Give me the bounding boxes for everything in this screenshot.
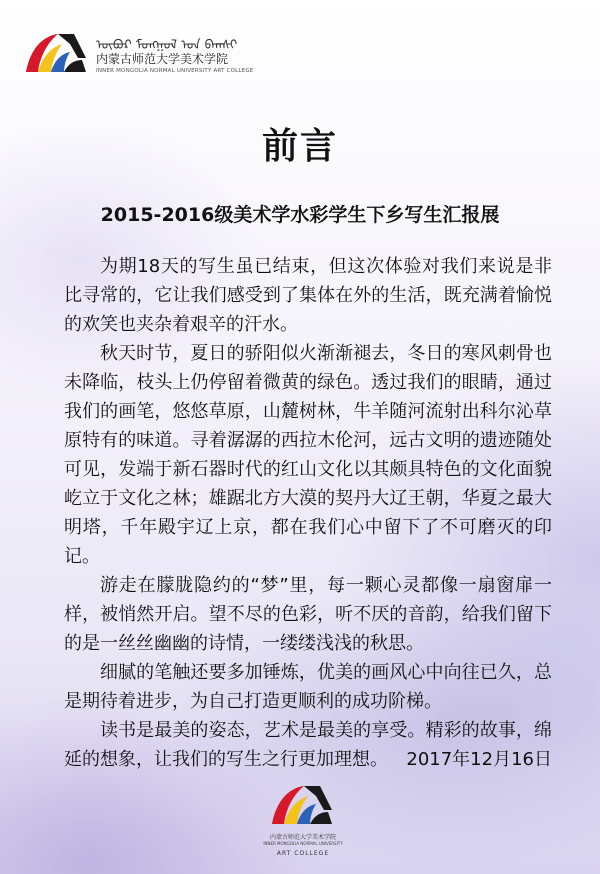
paragraph: 细腻的笔触还要多加锤炼，优美的画风心中向往已久，总是期待着进步，为自己打造更顺利的成功阶梯。 bbox=[64, 662, 552, 712]
paragraph: 游走在朦胧隐约的“梦”里，每一颗心灵都像一扇窗扉一样，被悄然开启。望不尽的色彩，听不厌的音韵，给我们留下的是一丝丝幽幽的诗情，一缕缕浅浅的秋思。 bbox=[64, 575, 552, 654]
chinese-college-name: 内蒙古师范大学美术学院 bbox=[96, 52, 229, 66]
footer-logo bbox=[248, 780, 358, 870]
paragraph: 秋天时节，夏日的骄阳似火渐渐褪去，冬日的寒风刺骨也未降临，枝头上仍停留着微黄的绿色。透过我们的眼睛，通过我们的画笔，悠悠草原，山麓树林，牛羊随河流射出科尔沁草原特有的味道。寻着潺潺的西拉木伦河，远古文明的遗迹随处可见，发端于新石器时代的红山文化以其颇具特色的文化面貌屹立于文化之林；雄踞北方大漠的契丹大辽王朝，华夏之最大明塔，千年殿宇辽上京，都在我们心中留下了不可磨灭的印记。 bbox=[64, 343, 552, 567]
college-emblem-icon bbox=[24, 28, 90, 80]
english-college-name: INNER MONGOLIA NORMAL UNIVERSITY ART COLLEGE bbox=[96, 68, 254, 74]
exhibition-subtitle: 2015-2016级美术学水彩学生下乡写生汇报展 bbox=[100, 204, 500, 226]
paragraph: 读书是最美的姿态，艺术是最美的享受。精彩的故事，绵延的想象，让我们的写生之行更加理想。 bbox=[64, 720, 552, 770]
footer-chinese-name: 内蒙古师范大学美术学院 bbox=[269, 834, 336, 841]
footer-college-label: ART COLLEGE bbox=[276, 850, 330, 857]
page-title: 前言 bbox=[261, 126, 338, 167]
signing-date: 2017年12月16日 bbox=[406, 749, 552, 770]
college-emblem-icon bbox=[270, 780, 336, 832]
mongolian-college-name: ᠥᠪᠦᠷ ᠮᠣᠩᠭᠣᠯ ᠤᠨ ᠪᠠᠭᠰᠢ bbox=[96, 38, 238, 53]
footer-english-name: INNER MONGOLIA NORMAL UNIVERSITY bbox=[263, 841, 343, 846]
header-logo bbox=[24, 28, 254, 84]
preface-body bbox=[64, 252, 552, 774]
paragraph: 为期18天的写生虽已结束，但这次体验对我们来说是非比寻常的，它让我们感受到了集体在外的生活，既充满着愉悦的欢笑也夹杂着艰辛的汗水。 bbox=[64, 256, 552, 335]
